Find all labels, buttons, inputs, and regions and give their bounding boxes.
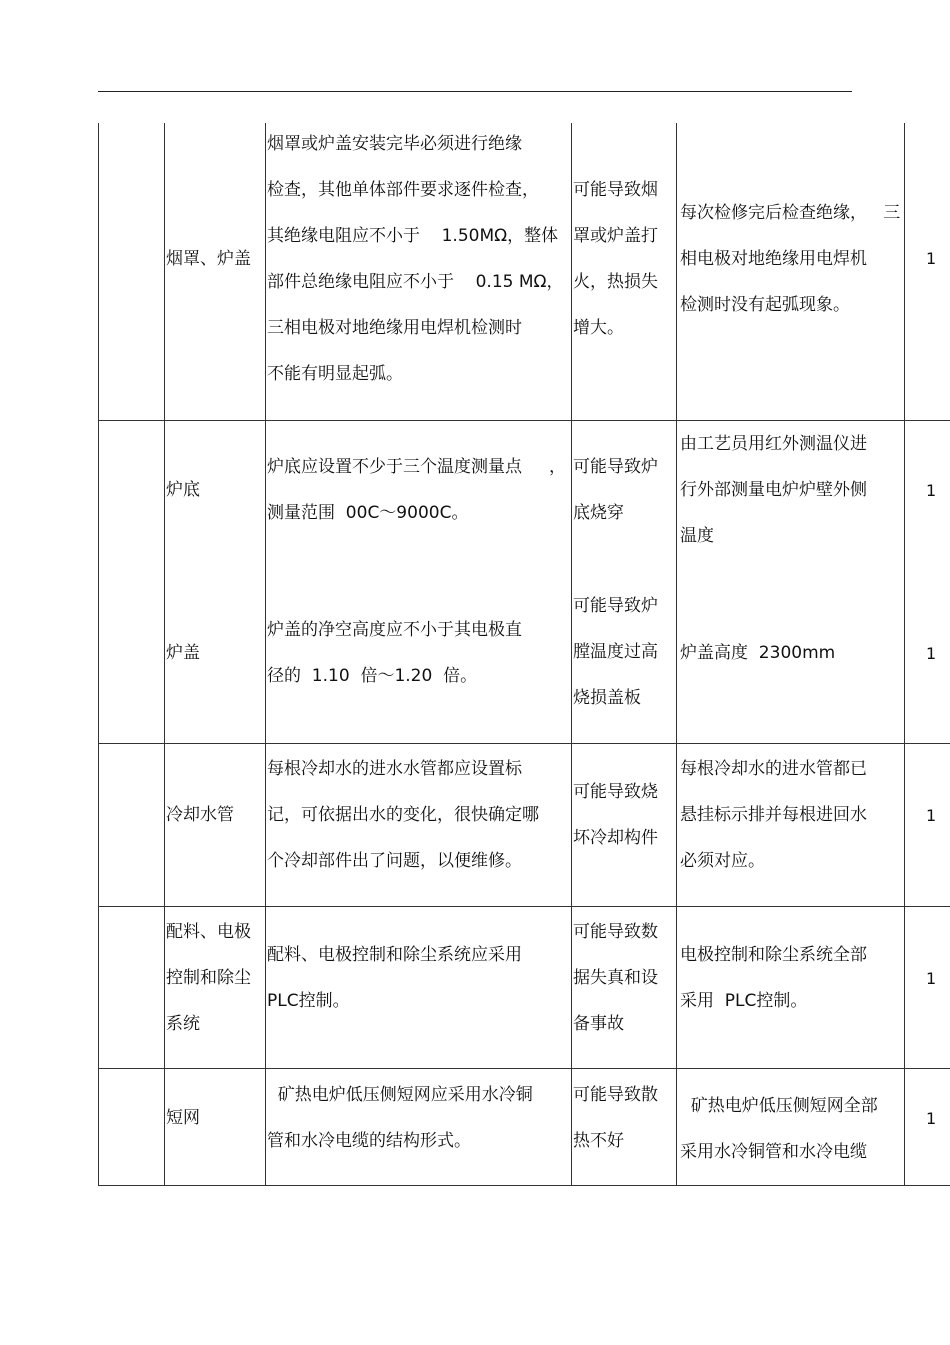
column-divider bbox=[676, 123, 677, 1186]
status-cell: 炉盖高度 2300mm bbox=[680, 643, 836, 663]
column-divider bbox=[571, 123, 572, 1186]
requirement-cell: 烟罩或炉盖安装完毕必须进行绝缘 检查，其他单体部件要求逐件检查， 其绝缘电阻应不小于 1.50MΩ，整体 部件总绝缘电阻应不小于 0.15 MΩ， 三相电极对地绝缘用电焊机检测时 不能有明显起弧。 bbox=[267, 134, 564, 384]
requirement-cell: 配料、电极控制和除尘系统应采用 PLC控制。 bbox=[267, 945, 522, 1011]
consequence-cell: 可能导致散 热不好 bbox=[573, 1085, 658, 1151]
requirement-cell: 炉底应设置不少于三个温度测量点 ， 测量范围 00C～9000C。 bbox=[267, 457, 567, 523]
consequence-cell: 可能导致炉 底烧穿 bbox=[573, 457, 658, 523]
status-cell: 每次检修完后检查绝缘， 三 相电极对地绝缘用电焊机 检测时没有起弧现象。 bbox=[680, 203, 901, 315]
header-rule bbox=[98, 91, 852, 92]
row-divider bbox=[98, 906, 950, 907]
score-cell: 1 bbox=[926, 249, 937, 268]
item-cell: 烟罩、炉盖 bbox=[166, 249, 251, 269]
item-cell: 冷却水管 bbox=[166, 805, 234, 825]
consequence-cell: 可能导致烟 罩或炉盖打 火，热损失 增大。 bbox=[573, 180, 658, 338]
consequence-cell: 可能导致数 据失真和设 备事故 bbox=[573, 922, 658, 1034]
consequence-cell: 可能导致烧 坏冷却构件 bbox=[573, 782, 658, 848]
column-divider bbox=[904, 123, 905, 1186]
column-divider bbox=[164, 123, 165, 1186]
item-cell: 炉盖 bbox=[166, 643, 200, 663]
status-cell: 矿热电炉低压侧短网全部 采用水冷铜管和水冷电缆 bbox=[680, 1096, 878, 1162]
row-divider bbox=[98, 1068, 950, 1069]
table-border-bottom bbox=[98, 1185, 950, 1186]
status-cell: 由工艺员用红外测温仪进 行外部测量电炉炉壁外侧 温度 bbox=[680, 434, 867, 546]
score-cell: 1 bbox=[926, 481, 937, 500]
requirement-cell: 炉盖的净空高度应不小于其电极直 径的 1.10 倍～1.20 倍。 bbox=[267, 620, 522, 686]
status-cell: 每根冷却水的进水管都已 悬挂标示排并每根进回水 必须对应。 bbox=[680, 759, 867, 871]
status-cell: 电极控制和除尘系统全部 采用 PLC控制。 bbox=[680, 945, 867, 1011]
table-border-left bbox=[98, 123, 99, 1186]
column-divider bbox=[265, 123, 266, 1186]
item-cell: 配料、电极 控制和除尘 系统 bbox=[166, 922, 251, 1034]
score-cell: 1 bbox=[926, 969, 937, 988]
consequence-cell: 可能导致炉 膛温度过高 烧损盖板 bbox=[573, 596, 658, 708]
score-cell: 1 bbox=[926, 806, 937, 825]
item-cell: 炉底 bbox=[166, 480, 200, 500]
requirement-cell: 每根冷却水的进水水管都应设置标 记，可依据出水的变化，很快确定哪 个冷却部件出了问题，以便维修。 bbox=[267, 759, 539, 871]
score-cell: 1 bbox=[926, 1109, 937, 1128]
score-cell: 1 bbox=[926, 644, 937, 663]
item-cell: 短网 bbox=[166, 1108, 200, 1128]
requirement-cell: 矿热电炉低压侧短网应采用水冷铜 管和水冷电缆的结构形式。 bbox=[267, 1085, 533, 1151]
row-divider bbox=[98, 743, 950, 744]
